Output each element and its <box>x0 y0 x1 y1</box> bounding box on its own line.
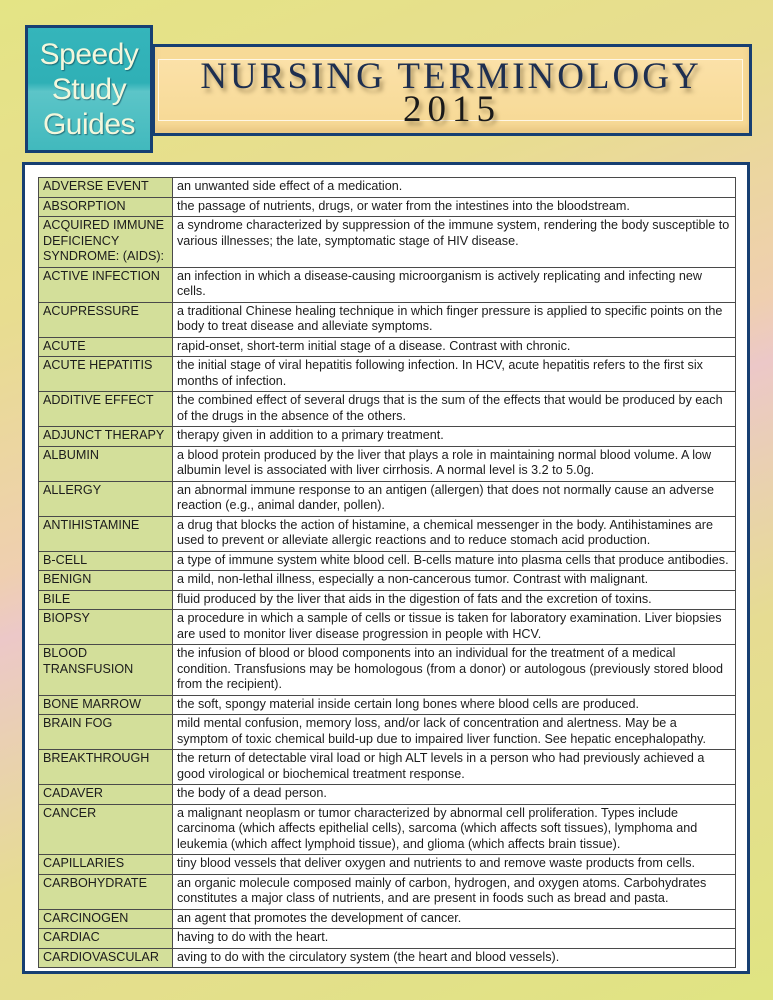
table-row <box>39 590 736 610</box>
term-cell: ACTIVE INFECTION <box>39 267 173 302</box>
definition-cell: the infusion of blood or blood components into an individual for the treatment of a medical condition. Transfusions may be homologous (from a donor) or autologous (previously stored blood from the recipient). <box>173 645 736 696</box>
definition-cell: fluid produced by the liver that aids in the digestion of fats and the excretion of toxins. <box>173 590 736 610</box>
definition-cell: a procedure in which a sample of cells or tissue is taken for laboratory examination. Liver biopsies are used to monitor liver disease progression in people with HCV. <box>173 610 736 645</box>
page-year: 2015 <box>403 89 501 130</box>
definition-cell: tiny blood vessels that deliver oxygen and nutrients to and remove waste products from cells. <box>173 855 736 875</box>
term-cell: BLOOD TRANSFUSION <box>39 645 173 696</box>
term-cell: BENIGN <box>39 571 173 591</box>
table-row <box>39 337 736 357</box>
term-cell: ABSORPTION <box>39 197 173 217</box>
definition-cell: a blood protein produced by the liver that plays a role in maintaining normal blood volume. A low albumin level is associated with liver cirrhosis. A normal level is 3.2 to 5.0g. <box>173 446 736 481</box>
term-cell: ADVERSE EVENT <box>39 178 173 198</box>
term-cell: BIOPSY <box>39 610 173 645</box>
definition-cell: the soft, spongy material inside certain long bones where blood cells are produced. <box>173 695 736 715</box>
term-cell: BRAIN FOG <box>39 715 173 750</box>
table-row <box>39 929 736 949</box>
table-row <box>39 645 736 696</box>
table-row <box>39 715 736 750</box>
term-cell: BONE MARROW <box>39 695 173 715</box>
title-banner <box>152 44 752 136</box>
definition-cell: an unwanted side effect of a medication. <box>173 178 736 198</box>
definition-cell: the body of a dead person. <box>173 785 736 805</box>
table-row <box>39 267 736 302</box>
definition-cell: the return of detectable viral load or high ALT levels in a person who had previously achieved a good virological or biochemical treatment response. <box>173 750 736 785</box>
definition-cell: having to do with the heart. <box>173 929 736 949</box>
term-cell: BREAKTHROUGH <box>39 750 173 785</box>
definition-cell: an abnormal immune response to an antigen (allergen) that does not normally cause an adverse reaction (e.g., animal dander, pollen). <box>173 481 736 516</box>
table-row <box>39 392 736 427</box>
term-cell: CANCER <box>39 804 173 855</box>
term-cell: ALLERGY <box>39 481 173 516</box>
definition-cell: the passage of nutrients, drugs, or water from the intestines into the bloodstream. <box>173 197 736 217</box>
table-row <box>39 357 736 392</box>
definition-cell: a syndrome characterized by suppression of the immune system, rendering the body susceptible to various illnesses; the late, symptomatic stage of HIV disease. <box>173 217 736 268</box>
terminology-table <box>38 177 736 968</box>
page-title: NURSING TERMINOLOGY <box>200 56 702 97</box>
table-row <box>39 855 736 875</box>
logo-line-1: Speedy <box>39 37 139 71</box>
term-cell: CARCINOGEN <box>39 909 173 929</box>
definition-cell: aving to do with the circulatory system (the heart and blood vessels). <box>173 948 736 968</box>
table-row <box>39 874 736 909</box>
term-cell: CAPILLARIES <box>39 855 173 875</box>
definition-cell: an organic molecule composed mainly of carbon, hydrogen, and oxygen atoms. Carbohydrates constitutes a major class of nutrients, and are present in foods such as bread and pasta. <box>173 874 736 909</box>
term-cell: BILE <box>39 590 173 610</box>
table-row <box>39 516 736 551</box>
term-cell: ACUTE <box>39 337 173 357</box>
logo-line-2: Study <box>51 72 127 106</box>
definition-cell: the combined effect of several drugs that is the sum of the effects that would be produced by each of the drugs in the absence of the others. <box>173 392 736 427</box>
term-cell: B-CELL <box>39 551 173 571</box>
definition-cell: an agent that promotes the development of cancer. <box>173 909 736 929</box>
term-cell: ALBUMIN <box>39 446 173 481</box>
terminology-table-body <box>39 178 736 968</box>
term-cell: ACUPRESSURE <box>39 302 173 337</box>
table-row <box>39 750 736 785</box>
table-row <box>39 551 736 571</box>
definition-cell: mild mental confusion, memory loss, and/or lack of concentration and alertness. May be a symptom of toxic chemical build-up due to impaired liver function. See hepatic encephalopathy. <box>173 715 736 750</box>
term-cell: ADJUNCT THERAPY <box>39 427 173 447</box>
definition-cell: a type of immune system white blood cell. B-cells mature into plasma cells that produce antibodies. <box>173 551 736 571</box>
speedy-study-guides-logo <box>25 25 153 153</box>
term-cell: ACUTE HEPATITIS <box>39 357 173 392</box>
term-cell: CARBOHYDRATE <box>39 874 173 909</box>
term-cell: CARDIOVASCULAR <box>39 948 173 968</box>
terminology-panel <box>22 162 750 974</box>
term-cell: ACQUIRED IMMUNE DEFICIENCY SYNDROME: (AIDS): <box>39 217 173 268</box>
term-cell: CADAVER <box>39 785 173 805</box>
definition-cell: therapy given in addition to a primary treatment. <box>173 427 736 447</box>
definition-cell: rapid-onset, short-term initial stage of a disease. Contrast with chronic. <box>173 337 736 357</box>
definition-cell: a drug that blocks the action of histamine, a chemical messenger in the body. Antihistamines are used to prevent or alleviate allergic reactions and to reduce stomach acid production. <box>173 516 736 551</box>
table-row <box>39 909 736 929</box>
table-row <box>39 446 736 481</box>
table-row <box>39 481 736 516</box>
table-row <box>39 804 736 855</box>
logo-line-3: Guides <box>42 107 136 141</box>
table-row <box>39 427 736 447</box>
table-row <box>39 610 736 645</box>
term-cell: ANTIHISTAMINE <box>39 516 173 551</box>
definition-cell: a mild, non-lethal illness, especially a non-cancerous tumor. Contrast with malignant. <box>173 571 736 591</box>
table-row <box>39 785 736 805</box>
table-row <box>39 302 736 337</box>
table-row <box>39 948 736 968</box>
definition-cell: the initial stage of viral hepatitis following infection. In HCV, acute hepatitis refers to the first six months of infection. <box>173 357 736 392</box>
term-cell: ADDITIVE EFFECT <box>39 392 173 427</box>
table-row <box>39 695 736 715</box>
definition-cell: a malignant neoplasm or tumor characterized by abnormal cell proliferation. Types include carcinoma (which affects epithelial cells), sarcoma (which affects soft tissues), lymphoma and leukemia (which affect lymphoid tissue), and glioma (which affects brain tissue). <box>173 804 736 855</box>
table-row <box>39 217 736 268</box>
table-row <box>39 197 736 217</box>
table-row <box>39 178 736 198</box>
table-row <box>39 571 736 591</box>
term-cell: CARDIAC <box>39 929 173 949</box>
definition-cell: an infection in which a disease-causing microorganism is actively replicating and infecting new cells. <box>173 267 736 302</box>
definition-cell: a traditional Chinese healing technique in which finger pressure is applied to specific points on the body to treat disease and alleviate symptoms. <box>173 302 736 337</box>
